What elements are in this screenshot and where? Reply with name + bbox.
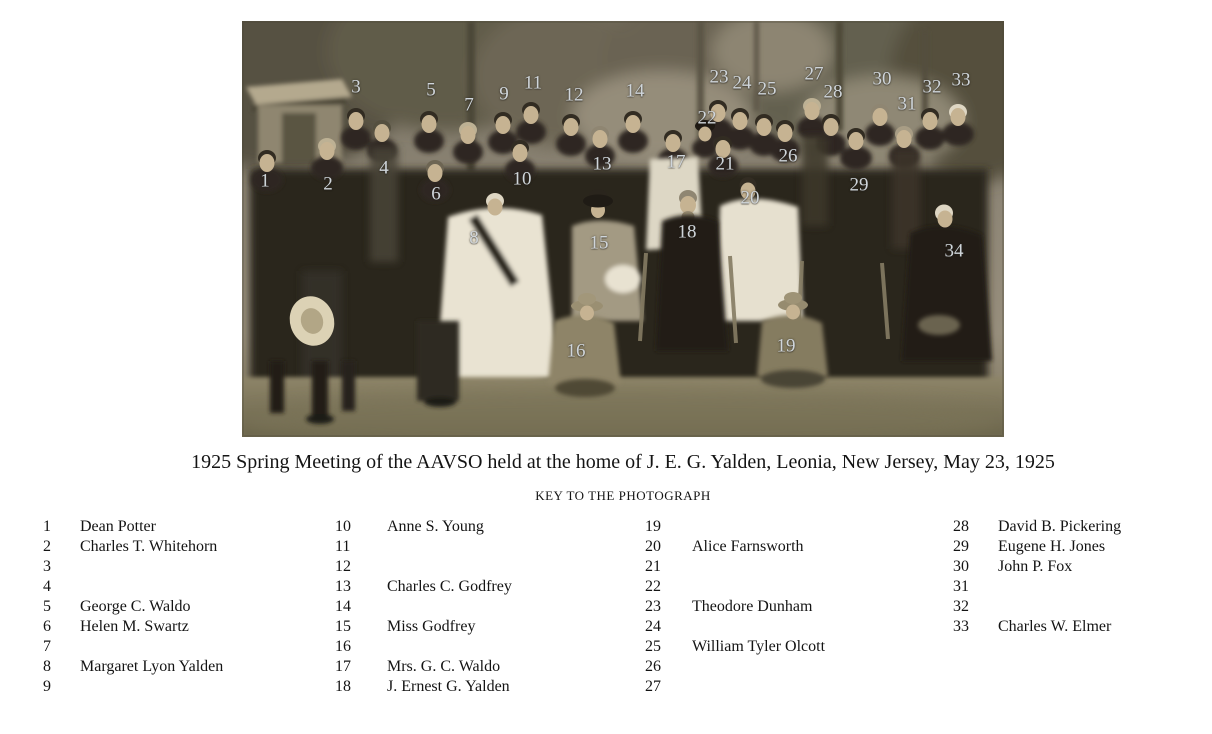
key-entry-number: 27 (645, 678, 661, 695)
key-column-1 (43, 517, 223, 697)
key-entry-name: Charles W. Elmer (998, 618, 1112, 635)
key-entry-number: 19 (645, 518, 661, 535)
key-entry-22 (645, 577, 825, 597)
key-entry-name: Margaret Lyon Yalden (80, 658, 224, 675)
photo-number-18: 18 (677, 221, 697, 243)
key-entry-name: Dean Potter (80, 518, 156, 535)
photo-number-21: 21 (715, 153, 735, 175)
key-entry-number: 25 (645, 638, 661, 655)
key-entry-name: Eugene H. Jones (998, 538, 1106, 555)
photo-number-27: 27 (804, 63, 824, 85)
photo-number-1: 1 (260, 170, 270, 192)
key-column-4 (953, 517, 1121, 637)
photo-number-23: 23 (709, 66, 729, 88)
key-entry-number: 26 (645, 658, 661, 675)
photo-number-32: 32 (922, 76, 942, 98)
key-entry-12 (335, 557, 512, 577)
photo-number-13: 13 (592, 153, 612, 175)
photo-caption: 1925 Spring Meeting of the AAVSO held at the home of J. E. G. Yalden, Leonia, New Jersey, May 23, 1925 (191, 451, 1055, 473)
key-entry-29 (953, 537, 1121, 557)
photo-number-16: 16 (566, 340, 586, 362)
photo-number-29: 29 (849, 174, 869, 196)
key-entry-number: 1 (43, 518, 51, 535)
key-entry-name: Miss Godfrey (387, 618, 476, 635)
photo-number-4: 4 (379, 157, 389, 179)
key-entry-number: 17 (335, 658, 351, 675)
key-entry-10 (335, 517, 512, 537)
key-entry-number: 31 (953, 578, 969, 595)
key-entry-name: David B. Pickering (998, 518, 1122, 535)
key-entry-28 (953, 517, 1121, 537)
key-entry-number: 15 (335, 618, 351, 635)
photo-number-31: 31 (897, 93, 917, 115)
key-entry-number: 21 (645, 558, 661, 575)
key-entry-14 (335, 597, 512, 617)
key-entry-number: 14 (335, 598, 351, 615)
key-entry-number: 22 (645, 578, 661, 595)
photo-number-19: 19 (776, 335, 796, 357)
key-entry-15 (335, 617, 512, 637)
key-entry-32 (953, 597, 1121, 617)
key-entry-7 (43, 637, 223, 657)
key-entry-number: 29 (953, 538, 969, 555)
key-entry-18 (335, 677, 512, 697)
key-entry-19 (645, 517, 825, 537)
key-entry-23 (645, 597, 825, 617)
key-entry-number: 33 (953, 618, 969, 635)
photo-number-6: 6 (431, 183, 441, 205)
key-entry-16 (335, 637, 512, 657)
photo-number-14: 14 (625, 80, 645, 102)
key-entry-5 (43, 597, 223, 617)
key-entry-number: 5 (43, 598, 51, 615)
photo-number-3: 3 (351, 76, 361, 98)
key-entry-4 (43, 577, 223, 597)
key-entry-number: 11 (335, 538, 351, 555)
key-entry-name: William Tyler Olcott (692, 638, 826, 655)
photo-number-26: 26 (778, 145, 798, 167)
key-entry-number: 8 (43, 658, 51, 675)
photo-number-15: 15 (589, 232, 609, 254)
key-entry-name: John P. Fox (998, 558, 1073, 575)
key-entry-name: Charles C. Godfrey (387, 578, 512, 595)
key-entry-27 (645, 677, 825, 697)
key-entry-number: 13 (335, 578, 351, 595)
photo-number-22: 22 (697, 107, 717, 129)
key-entry-name: Helen M. Swartz (80, 618, 189, 635)
photo-number-8: 8 (469, 227, 479, 249)
key-entry-number: 4 (43, 578, 51, 595)
key-entry-8 (43, 657, 223, 677)
photo-number-30: 30 (872, 68, 892, 90)
key-entry-30 (953, 557, 1121, 577)
key-entry-number: 7 (43, 638, 51, 655)
key-entry-name: George C. Waldo (80, 598, 191, 615)
photo-number-2: 2 (323, 173, 333, 195)
key-entry-name: Charles T. Whitehorn (80, 538, 218, 555)
key-entry-number: 28 (953, 518, 969, 535)
photo-number-17: 17 (666, 151, 686, 173)
key-entry-31 (953, 577, 1121, 597)
key-entry-21 (645, 557, 825, 577)
key-heading: KEY TO THE PHOTOGRAPH (535, 488, 711, 503)
photo-number-11: 11 (523, 72, 543, 94)
key-entry-name: Anne S. Young (387, 518, 484, 535)
key-entry-20 (645, 537, 825, 557)
key-entry-number: 24 (645, 618, 661, 635)
key-entry-17 (335, 657, 512, 677)
key-entry-25 (645, 637, 825, 657)
key-entry-13 (335, 577, 512, 597)
key-entry-number: 9 (43, 678, 51, 695)
key-entry-number: 6 (43, 618, 51, 635)
photo-number-9: 9 (499, 83, 509, 105)
key-entry-number: 23 (645, 598, 661, 615)
photo-number-33: 33 (951, 69, 971, 91)
key-column-3 (645, 517, 825, 697)
key-entry-6 (43, 617, 223, 637)
photo-number-20: 20 (740, 187, 760, 209)
key-entry-2 (43, 537, 223, 557)
key-entry-9 (43, 677, 223, 697)
key-entry-24 (645, 617, 825, 637)
key-entry-number: 12 (335, 558, 351, 575)
key-entry-number: 2 (43, 538, 51, 555)
photo-number-28: 28 (823, 81, 843, 103)
key-column-2 (335, 517, 512, 697)
key-entry-number: 16 (335, 638, 351, 655)
key-entry-name: J. Ernest G. Yalden (387, 678, 510, 695)
key-entry-name: Theodore Dunham (692, 598, 813, 615)
key-entry-number: 20 (645, 538, 661, 555)
photo-number-24: 24 (732, 72, 752, 94)
photo-number-25: 25 (757, 78, 777, 100)
key-entry-26 (645, 657, 825, 677)
key-entry-name: Mrs. G. C. Waldo (387, 658, 501, 675)
photo-number-10: 10 (512, 168, 532, 190)
photo-number-7: 7 (464, 94, 474, 116)
key-entry-name: Alice Farnsworth (692, 538, 804, 555)
key-entry-3 (43, 557, 223, 577)
key-entry-number: 10 (335, 518, 351, 535)
key-entry-11 (335, 537, 512, 557)
key-entry-33 (953, 617, 1121, 637)
key-entry-number: 3 (43, 558, 51, 575)
key-entry-1 (43, 517, 223, 537)
photo-number-12: 12 (564, 84, 584, 106)
key-entry-number: 18 (335, 678, 351, 695)
key-entry-number: 32 (953, 598, 969, 615)
photo-number-5: 5 (426, 79, 436, 101)
key-entry-number: 30 (953, 558, 969, 575)
photo-number-34: 34 (944, 240, 964, 262)
